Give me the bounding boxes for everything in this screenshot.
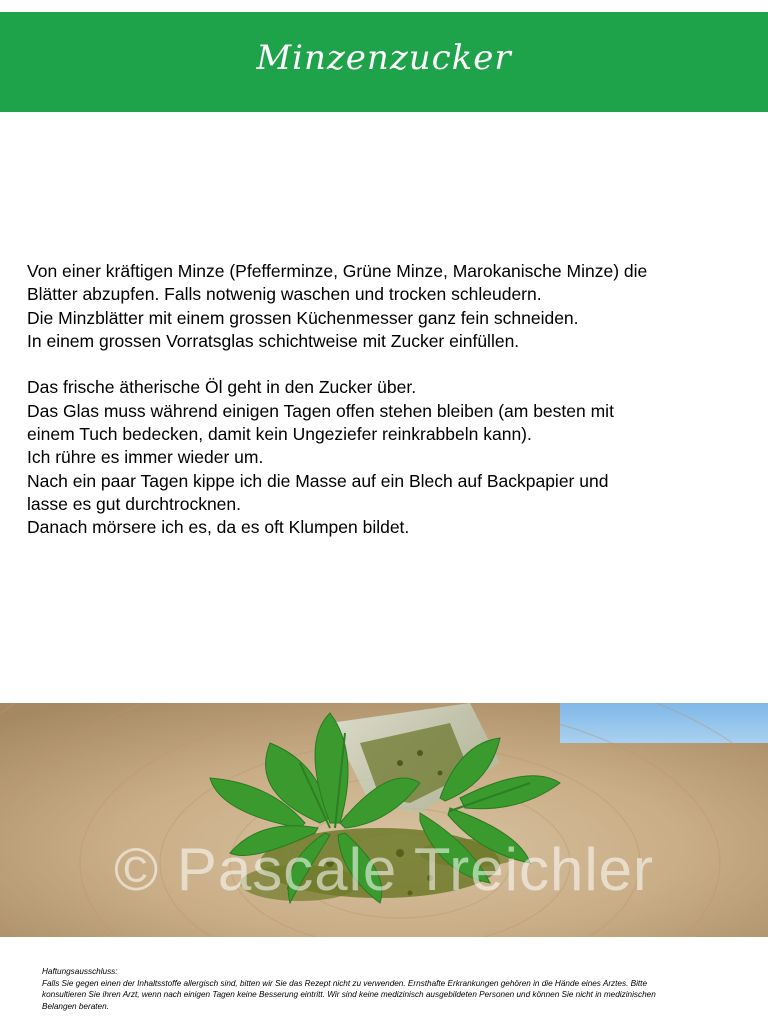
mint-sugar-photo (0, 703, 768, 937)
page-title: Minzenzucker (256, 38, 512, 78)
recipe-line: Von einer kräftigen Minze (Pfefferminze, Grüne Minze, Marokanische Minze) die (27, 261, 648, 281)
disclaimer-line: Falls Sie gegen einen der Inhaltsstoffe allergisch sind, bitten wir Sie das Rezept nicht zu verwenden. Ernsthafte Erkrankungen gehören in die Hände eines Arztes. Bitte (42, 978, 648, 988)
disclaimer (42, 966, 732, 1012)
recipe-line: Ich rühre es immer wieder um. (27, 447, 264, 468)
recipe-line: In einem grossen Vorratsglas schichtweise mit Zucker einfüllen. (27, 330, 520, 351)
disclaimer-heading: Haftungsausschluss: (42, 967, 118, 976)
title-banner (0, 12, 768, 112)
recipe-line: Die Minzblätter mit einem grossen Küchenmesser ganz fein schneiden. (27, 307, 579, 328)
recipe-line: einem Tuch bedecken, damit kein Ungeziefer reinkrabbeln kann). (27, 424, 532, 445)
disclaimer-line: konsultieren Sie ihren Arzt, wenn nach einigen Tagen keine Besserung eintritt. Wir sind keine medizinisch ausgebildeten Personen und können Sie nicht in medizinischen (42, 990, 656, 999)
recipe-line: Danach mörsere ich es, da es oft Klumpen bildet. (27, 517, 410, 538)
paragraph-spacer (27, 353, 747, 376)
recipe-line: Blätter abzupfen. Falls notwenig waschen und trocken schleudern. (27, 284, 542, 305)
photo-watermark: © Pascale Treichler (113, 836, 655, 903)
recipe-line: Nach ein paar Tagen kippe ich die Masse auf ein Blech auf Backpapier und (27, 470, 609, 491)
recipe-text (27, 260, 747, 540)
recipe-line: Das frische ätherische Öl geht in den Zucker über. (27, 377, 417, 398)
disclaimer-line: Belangen beraten. (42, 1001, 109, 1011)
recipe-line: Das Glas muss während einigen Tagen offen stehen bleiben (am besten mit (27, 400, 614, 421)
recipe-line: lasse es gut durchtrocknen. (27, 493, 242, 514)
